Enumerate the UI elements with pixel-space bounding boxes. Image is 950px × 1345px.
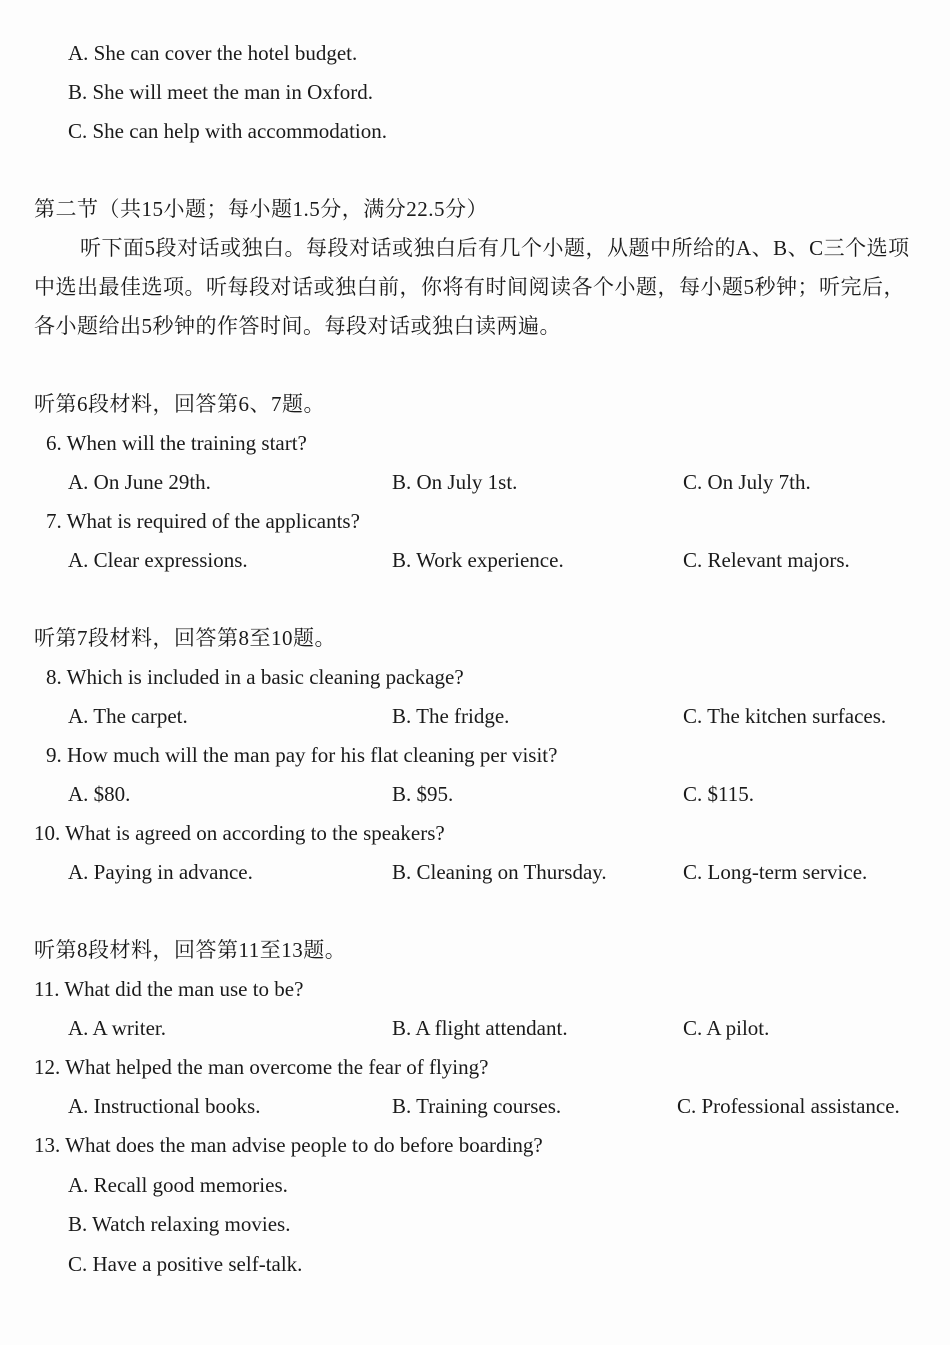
answer-option: C. Have a positive self-talk. bbox=[68, 1252, 303, 1276]
question-stem: 9. How much will the man pay for his flat cleaning per visit? bbox=[46, 743, 558, 767]
answer-option: C. On July 7th. bbox=[683, 470, 811, 494]
option-b: B. She will meet the man in Oxford. bbox=[68, 80, 374, 104]
answer-option: B. On July 1st. bbox=[392, 470, 518, 494]
answer-option: A. Clear expressions. bbox=[68, 548, 248, 572]
question-stem: 8. Which is included in a basic cleaning package? bbox=[46, 665, 464, 689]
question-stem: 10. What is agreed on according to the speakers? bbox=[34, 821, 445, 845]
answer-option: C. The kitchen surfaces. bbox=[683, 704, 887, 728]
answer-option: C. $115. bbox=[683, 782, 754, 806]
answer-option: A. $80. bbox=[68, 782, 131, 806]
group-header: 听第8段材料，回答第11至13题。 bbox=[34, 938, 347, 962]
answer-option: A. A writer. bbox=[68, 1016, 166, 1040]
answer-option: B. Cleaning on Thursday. bbox=[392, 860, 607, 884]
answer-option: B. $95. bbox=[392, 782, 454, 806]
answer-option: B. Work experience. bbox=[392, 548, 564, 572]
answer-option: C. A pilot. bbox=[683, 1016, 770, 1040]
answer-option: A. Paying in advance. bbox=[68, 860, 253, 884]
answer-option: A. On June 29th. bbox=[68, 470, 211, 494]
answer-option: C. Professional assistance. bbox=[677, 1094, 900, 1118]
answer-option: B. A flight attendant. bbox=[392, 1016, 568, 1040]
answer-option: C. Relevant majors. bbox=[683, 548, 850, 572]
answer-option: A. The carpet. bbox=[68, 704, 188, 728]
option-c: C. She can help with accommodation. bbox=[68, 119, 388, 143]
answer-option: A. Recall good memories. bbox=[68, 1173, 288, 1197]
question-stem: 12. What helped the man overcome the fear of flying? bbox=[34, 1055, 489, 1079]
question-stem: 7. What is required of the applicants? bbox=[46, 509, 360, 533]
group-header: 听第6段材料，回答第6、7题。 bbox=[34, 392, 325, 416]
question-stem: 13. What does the man advise people to do before boarding? bbox=[34, 1133, 543, 1157]
answer-option: B. Watch relaxing movies. bbox=[68, 1212, 291, 1236]
question-stem: 11. What did the man use to be? bbox=[34, 977, 304, 1001]
answer-option: A. Instructional books. bbox=[68, 1094, 261, 1118]
instruction-line: 中选出最佳选项。听每段对话或独白前，你将有时间阅读各个小题，每小题5秒钟；听完后， bbox=[34, 275, 905, 299]
question-stem: 6. When will the training start? bbox=[46, 431, 307, 455]
answer-option: B. Training courses. bbox=[392, 1094, 562, 1118]
section-heading: 第二节（共15小题；每小题1.5分，满分22.5分） bbox=[34, 197, 488, 221]
answer-option: C. Long-term service. bbox=[683, 860, 868, 884]
option-a: A. She can cover the hotel budget. bbox=[68, 41, 358, 65]
group-header: 听第7段材料，回答第8至10题。 bbox=[34, 626, 336, 650]
answer-option: B. The fridge. bbox=[392, 704, 510, 728]
instruction-line: 听下面5段对话或独白。每段对话或独白后有几个小题，从题中所给的A、B、C三个选项 bbox=[80, 236, 910, 260]
instruction-line: 各小题给出5秒钟的作答时间。每段对话或独白读两遍。 bbox=[34, 314, 561, 338]
